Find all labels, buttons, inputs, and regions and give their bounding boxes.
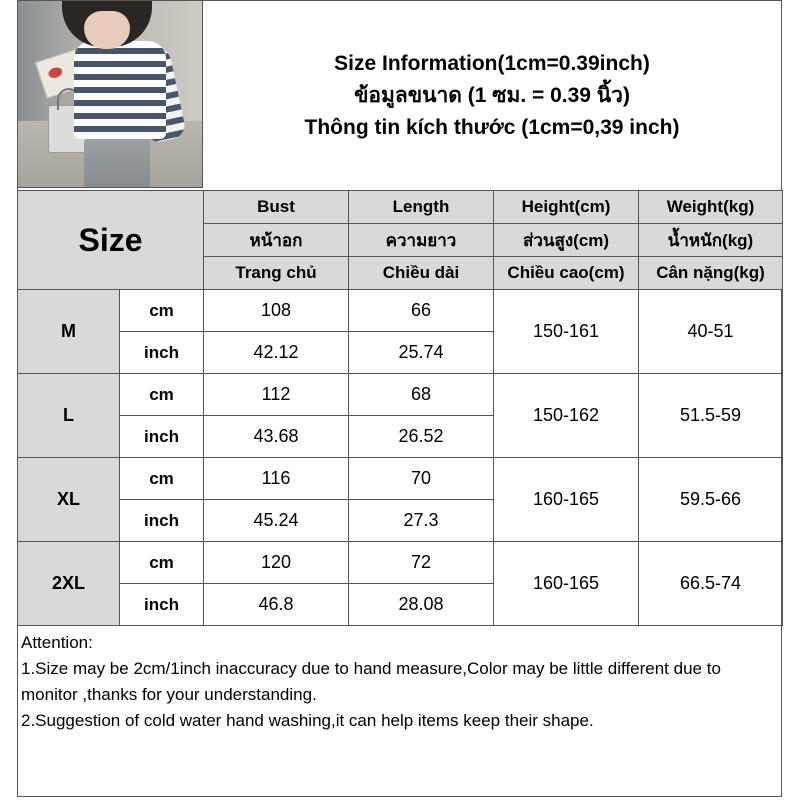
length-inch-value: 26.52: [349, 416, 494, 458]
size-label-l: L: [18, 374, 120, 458]
col-height-vi: Chiều cao(cm): [494, 257, 639, 290]
col-length-en: Length: [349, 191, 494, 224]
size-table: [17, 190, 783, 626]
col-height-en: Height(cm): [494, 191, 639, 224]
height-range: 150-162: [494, 374, 639, 458]
header-line-vietnamese: Thông tin kích thước (1cm=0,39 inch): [304, 116, 680, 139]
height-range: 150-161: [494, 290, 639, 374]
length-inch-value: 28.08: [349, 584, 494, 626]
size-label-2xl: 2XL: [18, 542, 120, 626]
header-row-english: [18, 191, 783, 224]
length-cm-value: 72: [349, 542, 494, 584]
table-row: [18, 290, 783, 332]
length-cm-value: 68: [349, 374, 494, 416]
col-weight-th: น้ำหนัก(kg): [639, 224, 783, 257]
weight-range: 66.5-74: [639, 542, 783, 626]
unit-cm: cm: [120, 374, 204, 416]
bust-inch-value: 42.12: [204, 332, 349, 374]
length-cm-value: 66: [349, 290, 494, 332]
table-row: [18, 458, 783, 500]
col-bust-en: Bust: [204, 191, 349, 224]
striped-sweater-image: [74, 41, 166, 139]
header-line-thai: ข้อมูลขนาด (1 ซม. = 0.39 นิ้ว): [354, 84, 630, 107]
unit-inch: inch: [120, 584, 204, 626]
length-cm-value: 70: [349, 458, 494, 500]
table-row: [18, 542, 783, 584]
unit-cm: cm: [120, 290, 204, 332]
bust-cm-value: 116: [204, 458, 349, 500]
weight-range: 40-51: [639, 290, 783, 374]
col-weight-vi: Cân nặng(kg): [639, 257, 783, 290]
bust-inch-value: 43.68: [204, 416, 349, 458]
height-range: 160-165: [494, 458, 639, 542]
col-height-th: ส่วนสูง(cm): [494, 224, 639, 257]
unit-inch: inch: [120, 416, 204, 458]
bust-cm-value: 112: [204, 374, 349, 416]
unit-cm: cm: [120, 542, 204, 584]
attention-notes: [21, 630, 781, 734]
size-info-header: [203, 1, 781, 191]
size-column-header: Size: [18, 191, 204, 290]
length-inch-value: 25.74: [349, 332, 494, 374]
product-photo: [18, 1, 203, 188]
bust-inch-value: 45.24: [204, 500, 349, 542]
bust-inch-value: 46.8: [204, 584, 349, 626]
length-inch-value: 27.3: [349, 500, 494, 542]
weight-range: 59.5-66: [639, 458, 783, 542]
col-length-vi: Chiều dài: [349, 257, 494, 290]
unit-inch: inch: [120, 332, 204, 374]
col-bust-th: หน้าอก: [204, 224, 349, 257]
unit-cm: cm: [120, 458, 204, 500]
attention-title: Attention:: [21, 633, 93, 652]
col-bust-vi: Trang chủ: [204, 257, 349, 290]
size-label-xl: XL: [18, 458, 120, 542]
header-line-english: Size Information(1cm=0.39inch): [334, 52, 650, 75]
attention-note-1: 1.Size may be 2cm/1inch inaccuracy due to hand measure,Color may be little different due to monitor ,thanks for your understanding.: [21, 659, 721, 704]
col-weight-en: Weight(kg): [639, 191, 783, 224]
weight-range: 51.5-59: [639, 374, 783, 458]
bust-cm-value: 108: [204, 290, 349, 332]
table-row: [18, 374, 783, 416]
bust-cm-value: 120: [204, 542, 349, 584]
size-label-m: M: [18, 290, 120, 374]
unit-inch: inch: [120, 500, 204, 542]
attention-note-2: 2.Suggestion of cold water hand washing,it can help items keep their shape.: [21, 711, 594, 730]
height-range: 160-165: [494, 542, 639, 626]
col-length-th: ความยาว: [349, 224, 494, 257]
